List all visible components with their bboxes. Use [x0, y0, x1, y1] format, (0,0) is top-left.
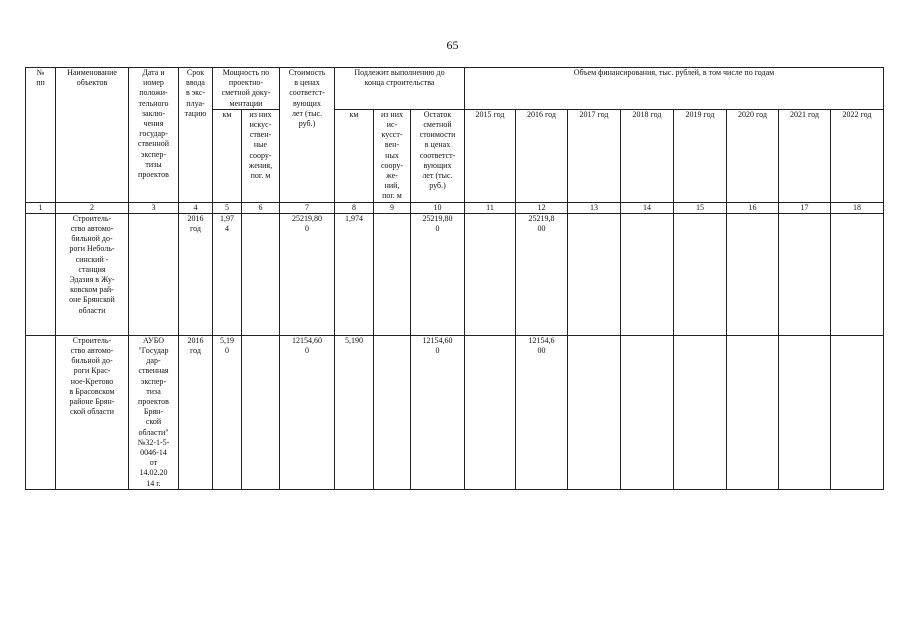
column-number: 3 — [129, 202, 179, 213]
year-value — [831, 335, 884, 489]
cost: 25219,80 0 — [280, 213, 335, 335]
row-num — [26, 335, 56, 489]
year-value — [674, 335, 727, 489]
remaining-km: 1,974 — [335, 213, 374, 335]
object-name: Строитель- ство автомо- бильной до- роги Крас- ное-Кретово в Брасовском районе Брян- ской области — [56, 335, 129, 489]
expertise: АУБО "Государ дар- ственная экспер- тиза проектов Брян- ской области" №32-1-5- 0046-14 от 14.02.20 14 г. — [129, 335, 179, 489]
column-number: 10 — [411, 202, 465, 213]
column-number: 12 — [516, 202, 568, 213]
header-year: 2017 год — [568, 109, 621, 202]
year-value — [621, 213, 674, 335]
header-cost: Стоимость в ценах соответст- вующих лет (тыс. руб.) — [280, 68, 335, 203]
header-name: Наименование объектов — [56, 68, 129, 203]
year-value — [568, 335, 621, 489]
year-value — [727, 213, 779, 335]
remaining-km: 5,190 — [335, 335, 374, 489]
header-financing: Объем финансирования, тыс. рублей, в том числе по годам — [465, 68, 884, 110]
remaining-cost: 25219,80 0 — [411, 213, 465, 335]
header-year: 2021 год — [779, 109, 831, 202]
header-capacity: Мощность по проектно- сметной доку- ментации — [213, 68, 280, 110]
header-year: 2015 год — [465, 109, 516, 202]
remaining-artificial — [374, 335, 411, 489]
object-name: Строитель- ство автомо- бильной до- роги Неболь- синский - станция Эдазия в Жу- ковском рай- оне Брянской области — [56, 213, 129, 335]
column-number: 2 — [56, 202, 129, 213]
column-number: 14 — [621, 202, 674, 213]
header-rem-km: км — [335, 109, 374, 202]
year-value: 25219,8 00 — [516, 213, 568, 335]
year-value — [831, 213, 884, 335]
column-number: 7 — [280, 202, 335, 213]
year-value: 12154,6 00 — [516, 335, 568, 489]
remaining-artificial — [374, 213, 411, 335]
header-remaining: Подлежит выполнению до конца строительства — [335, 68, 465, 110]
column-number: 16 — [727, 202, 779, 213]
year-value — [465, 213, 516, 335]
header-year: 2020 год — [727, 109, 779, 202]
table-row — [26, 213, 884, 335]
header-cap-art: из них искус- ствен- ные соору- жения, пог. м — [242, 109, 280, 202]
column-number: 15 — [674, 202, 727, 213]
header-rem-cost: Остаток сметной стоимости в ценах соответст- вующих лет (тыс. руб.) — [411, 109, 465, 202]
year-value — [779, 335, 831, 489]
header-cap-km: км — [213, 109, 242, 202]
capacity-km: 1,97 4 — [213, 213, 242, 335]
page-number: 65 — [446, 38, 459, 52]
column-number: 13 — [568, 202, 621, 213]
year-value — [727, 335, 779, 489]
capacity-artificial — [242, 213, 280, 335]
capacity-artificial — [242, 335, 280, 489]
column-number: 11 — [465, 202, 516, 213]
header-year: 2022 год — [831, 109, 884, 202]
expertise — [129, 213, 179, 335]
header-year: 2019 год — [674, 109, 727, 202]
column-number: 8 — [335, 202, 374, 213]
remaining-cost: 12154,60 0 — [411, 335, 465, 489]
header-rem-art: из них ис- кусст- вен- ных соору- же- ний, пог. м — [374, 109, 411, 202]
year-value — [621, 335, 674, 489]
cost: 12154,60 0 — [280, 335, 335, 489]
column-number: 18 — [831, 202, 884, 213]
column-number: 17 — [779, 202, 831, 213]
column-number: 6 — [242, 202, 280, 213]
commissioning-term: 2016 год — [179, 213, 213, 335]
column-number: 1 — [26, 202, 56, 213]
year-value — [674, 213, 727, 335]
header-expertise: Дата и номер положи- тельного заклю- чения государ- ственной экспер- тизы проектов — [129, 68, 179, 203]
financing-table — [25, 67, 884, 490]
column-number: 9 — [374, 202, 411, 213]
row-num — [26, 213, 56, 335]
commissioning-term: 2016 год — [179, 335, 213, 489]
year-value — [465, 335, 516, 489]
header-term: Срок ввода в экс- плуа- тацию — [179, 68, 213, 203]
table-row — [26, 335, 884, 489]
column-number: 5 — [213, 202, 242, 213]
header-year: 2016 год — [516, 109, 568, 202]
column-number: 4 — [179, 202, 213, 213]
year-value — [568, 213, 621, 335]
header-num: № пп — [26, 68, 56, 203]
header-year: 2018 год — [621, 109, 674, 202]
year-value — [779, 213, 831, 335]
capacity-km: 5,19 0 — [213, 335, 242, 489]
